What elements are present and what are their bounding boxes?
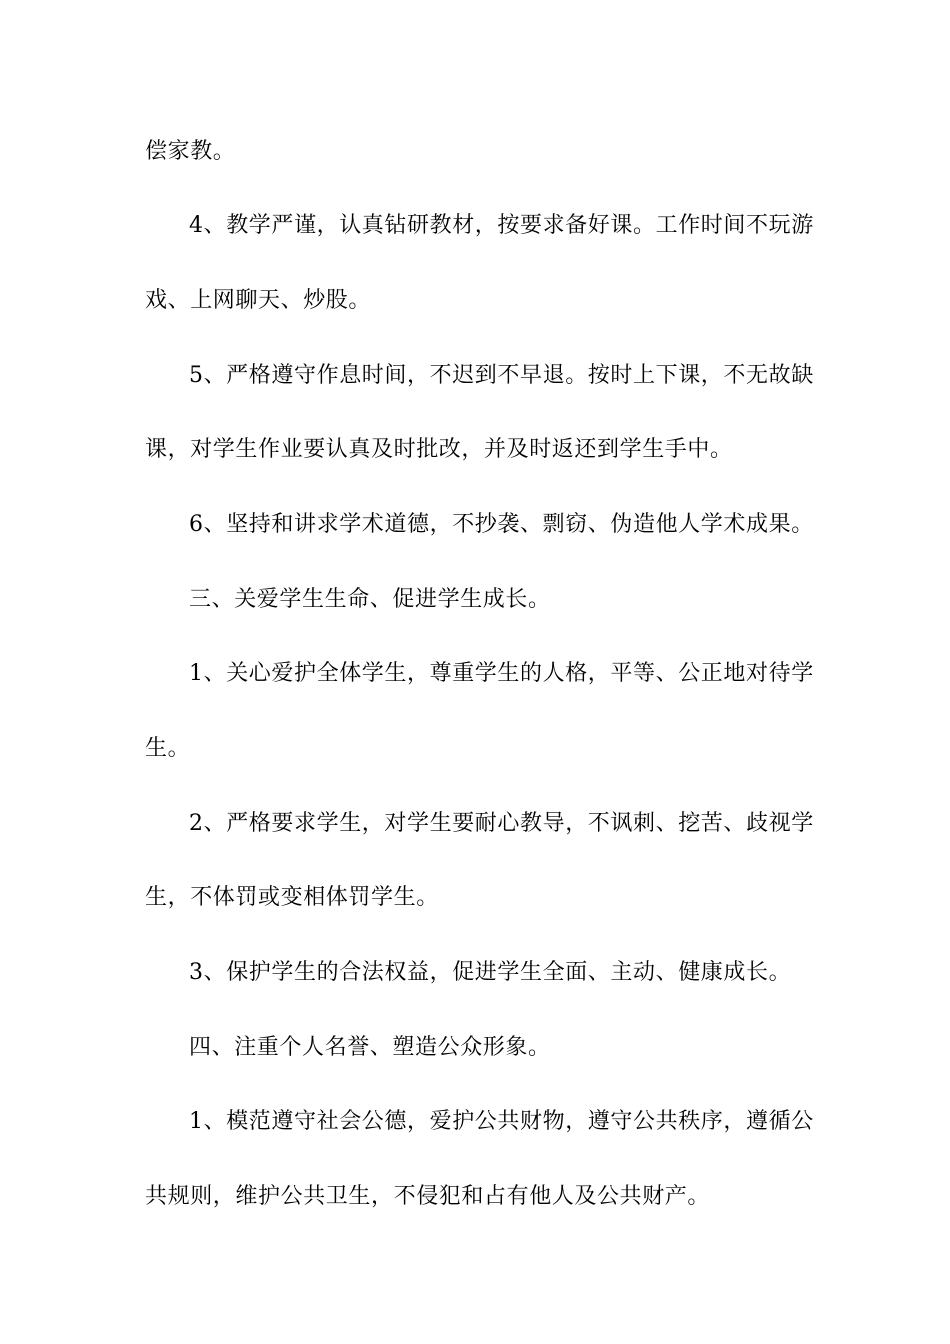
heading-line: 四、注重个人名誉、塑造公众形象。 — [189, 1035, 551, 1060]
text-line: 课，对学生作业要认真及时批改，并及时返还到学生手中。 — [145, 437, 733, 462]
text-line: 生。 — [145, 736, 191, 761]
heading-line: 三、关爱学生生命、促进学生成长。 — [189, 587, 551, 612]
text-line: 5、严格遵守作息时间，不迟到不早退。按时上下课，不无故缺 — [189, 363, 814, 388]
text-line: 戏、上网聊天、炒股。 — [145, 288, 372, 313]
text-line: 6、坚持和讲求学术道德，不抄袭、剽窃、伪造他人学术成果。 — [189, 512, 814, 537]
text-line: 4、教学严谨，认真钻研教材，按要求备好课。工作时间不玩游 — [189, 213, 814, 238]
text-line: 偿家教。 — [145, 139, 236, 164]
text-line: 生，不体罚或变相体罚学生。 — [145, 885, 439, 910]
text-line: 3、保护学生的合法权益，促进学生全面、主动、健康成长。 — [189, 960, 792, 985]
text-line: 共规则，维护公共卫生，不侵犯和占有他人及公共财产。 — [145, 1184, 711, 1209]
text-line: 2、严格要求学生，对学生要耐心教导，不讽刺、挖苦、歧视学 — [189, 811, 814, 836]
text-line: 1、关心爱护全体学生，尊重学生的人格，平等、公正地对待学 — [189, 661, 814, 686]
text-line: 1、模范遵守社会公德，爱护公共财物，遵守公共秩序，遵循公 — [189, 1109, 814, 1134]
